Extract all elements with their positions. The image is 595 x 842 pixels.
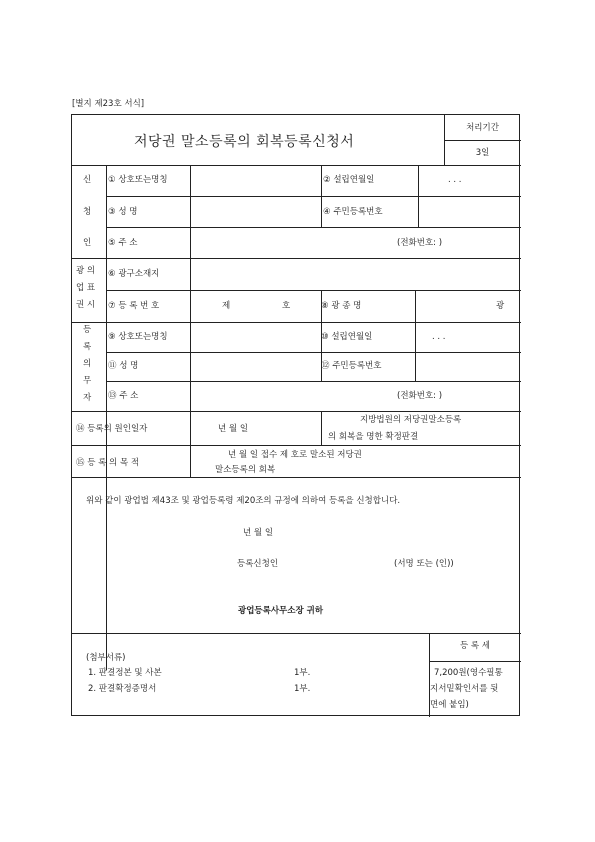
mine-location-label: ⑥ 광구소재지 <box>108 269 160 279</box>
rule <box>190 411 191 477</box>
fee-line: 면에 붙임) <box>430 700 469 710</box>
fee-line: 지서밑확인서를 뒷 <box>430 684 499 694</box>
rule <box>190 227 191 258</box>
applicant-est-date-label: ② 설립연월일 <box>323 175 375 185</box>
applicant-address-label: ⑤ 주 소 <box>108 238 138 248</box>
applicant-resident-no-label: ④ 주민등록번호 <box>323 207 383 217</box>
applicant-group-char: 신 <box>83 175 92 185</box>
rule <box>72 165 521 166</box>
mineral-type-label: ⑧ 광 종 명 <box>321 301 362 311</box>
purpose-line2: 말소등록의 회복 <box>215 465 276 475</box>
attachment-item-qty: 1부. <box>294 668 311 678</box>
rule <box>190 322 191 411</box>
obligor-group-char: 무 <box>83 376 92 386</box>
rule <box>106 227 521 228</box>
processing-period-label: 처리기간 <box>466 123 499 133</box>
mining-group-line: 권 시 <box>76 300 96 310</box>
declaration-date: 년 월 일 <box>243 528 274 538</box>
applicant-phone: (전화번호: ) <box>397 238 443 248</box>
rule <box>72 633 521 634</box>
declaration-signature: (서명 또는 (인)) <box>394 559 454 569</box>
rule <box>321 411 322 445</box>
cause-date-label: ⑭ 등록의 원인일자 <box>76 424 148 434</box>
obligor-resident-no-label: ⑫ 주민등록번호 <box>321 361 382 371</box>
rule <box>72 322 521 323</box>
rule <box>190 258 191 322</box>
obligor-group-char: 등 <box>83 325 92 335</box>
cause-text-line1: 지방법원의 저당권말소등록 <box>360 415 462 425</box>
declaration-recipient: 광업등록사무소장 귀하 <box>238 606 324 616</box>
obligor-group-char: 록 <box>83 342 92 352</box>
purpose-line1: 년 월 일 접수 제 호로 말소된 저당권 <box>228 450 362 460</box>
rule <box>72 445 521 446</box>
rule <box>106 165 107 670</box>
applicant-est-date-value: . . . <box>448 175 462 185</box>
obligor-group-char: 의 <box>83 359 92 369</box>
obligor-est-date-value: . . . <box>432 332 446 342</box>
rule <box>72 411 521 412</box>
attachments-header: (첨부서류) <box>86 653 126 663</box>
form-label: [별지 제23호 서식] <box>72 99 145 109</box>
mining-group-line: 업 표 <box>76 283 96 293</box>
rule <box>72 477 521 478</box>
rule <box>72 258 521 259</box>
rule <box>106 290 521 291</box>
rule <box>190 165 191 227</box>
rule <box>321 322 322 381</box>
rule <box>321 165 322 227</box>
applicant-group-char: 인 <box>83 238 92 248</box>
registration-no-prefix: 제 <box>222 301 231 311</box>
rule <box>106 196 521 197</box>
obligor-trade-name-label: ⑨ 상호또는명칭 <box>108 332 168 342</box>
cause-text-line2: 의 회복을 명한 확정판결 <box>328 432 419 442</box>
obligor-name-label: ⑪ 성 명 <box>108 361 139 371</box>
obligor-address-label: ⑬ 주 소 <box>108 391 139 401</box>
registration-no-suffix: 호 <box>282 301 291 311</box>
attachment-item-label: 2. 판결확정증명서 <box>88 684 157 694</box>
obligor-est-date-label: ⑩ 설립연월일 <box>321 332 373 342</box>
cause-date-value: 년 월 일 <box>218 424 249 434</box>
rule <box>106 352 521 353</box>
applicant-group-char: 청 <box>83 207 92 217</box>
declaration-applicant-label: 등록신청인 <box>237 559 279 569</box>
attachment-item-label: 1. 판결정본 및 사본 <box>88 668 162 678</box>
attachment-item-qty: 1부. <box>294 684 311 694</box>
registration-no-label: ⑦ 등 록 번 호 <box>108 301 160 311</box>
rule <box>444 140 521 141</box>
applicant-trade-name-label: ① 상호또는명칭 <box>108 175 168 185</box>
declaration-statement: 위와 같이 광업법 제43조 및 광업등록령 제20조의 규정에 의하여 등록을 신청합니다. <box>86 496 401 506</box>
purpose-label: ⑮ 등 록 의 목 적 <box>76 458 140 468</box>
rule <box>418 165 419 227</box>
obligor-group-char: 자 <box>83 393 92 403</box>
application-form <box>71 114 520 716</box>
applicant-name-label: ③ 성 명 <box>108 207 138 217</box>
rule <box>106 381 521 382</box>
fee-label: 등 록 세 <box>459 641 491 651</box>
form-title: 저당권 말소등록의 회복등록신청서 <box>134 134 355 150</box>
rule <box>429 661 521 662</box>
rule <box>415 290 416 322</box>
obligor-phone: (전화번호: ) <box>397 391 443 401</box>
fee-line: 7,200원(영수필통 <box>434 668 503 678</box>
mineral-unit: 광 <box>496 301 505 311</box>
processing-period-value: 3일 <box>475 148 490 158</box>
mining-group-line: 광 의 <box>76 266 96 276</box>
rule <box>415 322 416 381</box>
